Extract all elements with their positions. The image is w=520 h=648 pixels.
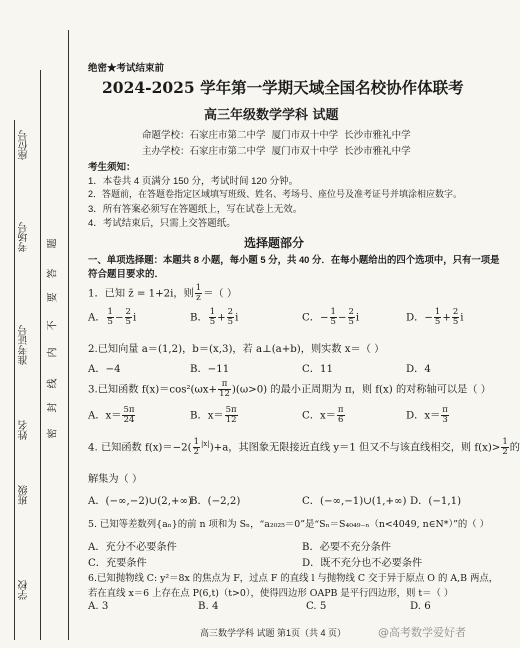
q1-option-a: A． $\frac{1}{5}$ − $\frac{2}{5}$ i bbox=[88, 307, 137, 327]
page-footer: 高三数学学科 试题 第1页（共 4 页） bbox=[200, 628, 347, 638]
q4-line2: 解集为（ ） bbox=[88, 474, 143, 485]
q6-option-d: D. 6 bbox=[410, 601, 431, 612]
q3-option-a: A．x＝ $\frac{5\pi}{24}$ bbox=[88, 405, 135, 425]
proposer-3: 长沙市雅礼中学 bbox=[344, 130, 411, 141]
question-5-stem: 5. 已知等差数列{aₙ}的前 n 项和为 Sₙ，“a₂₀₂₅＝0”是“Sₙ＝S₄₀₄₉₋ₙ（n<4049, n∈N*）”的（ ） bbox=[88, 519, 490, 530]
question-3-stem bbox=[88, 380, 491, 399]
q5-option-c: C．充要条件 bbox=[88, 558, 147, 569]
seat-label: 座位号 bbox=[19, 130, 30, 160]
q4-exponent: |x| bbox=[201, 440, 210, 449]
seal-char-4: 不 bbox=[47, 320, 59, 331]
name-label: 姓名 bbox=[19, 420, 30, 440]
watermark: @高考数学爱好者 bbox=[378, 626, 466, 639]
q5-option-d: D．既不充分也不必要条件 bbox=[302, 558, 423, 569]
proposer-1: 石家庄市第二中学 bbox=[189, 130, 266, 141]
part-heading-line1: 一、单项选择题：本题共 8 小题，每小题 5 分，共 40 分．在每小题给出的四个选项中，只有一项是 bbox=[88, 254, 500, 265]
notice-item-1: 1．本卷共 4 页满分 150 分，考试时间 120 分钟。 bbox=[88, 176, 299, 187]
question-6-line1: 6.已知抛物线 C: y²＝8x 的焦点为 F，过点 F 的直线 l 与抛物线 C 交于异于原点 O 的 A,B 两点， bbox=[88, 573, 499, 584]
q4-option-d: D．(−1,1) bbox=[410, 496, 462, 507]
proposer-row bbox=[142, 127, 411, 141]
q3-option-b: B．x＝ $\frac{5\pi}{12}$ bbox=[190, 405, 237, 425]
binding-line-middle bbox=[40, 70, 41, 640]
q6-option-a: A. 3 bbox=[88, 601, 109, 612]
proposer-label: 命题学校： bbox=[142, 130, 190, 141]
q2-option-d: D．4 bbox=[406, 364, 431, 375]
exam-no-label: 准考证号 bbox=[19, 325, 30, 365]
page-title: 2024-2025 学年第一学期天域全国名校协作体联考 bbox=[102, 78, 464, 97]
confidential-mark: 绝密★考试结束前 bbox=[88, 63, 165, 74]
seal-char-2: 答 bbox=[47, 268, 59, 279]
notice-item-4: 4．考试结束后，只需上交答题纸。 bbox=[88, 218, 236, 229]
q5-option-a: A．充分不必要条件 bbox=[88, 542, 177, 553]
q3-option-d: D．x＝ $\frac{\pi}{3}$ bbox=[406, 405, 448, 425]
host-row bbox=[142, 143, 411, 157]
q1-stem-text: 1．已知 z̄ = 1+2i，则 bbox=[88, 288, 194, 300]
q4-stem-a: 4. 已知函数 f(x)＝−2( bbox=[88, 442, 192, 454]
host-2: 厦门市双十中学 bbox=[271, 146, 339, 157]
question-4-stem bbox=[88, 438, 520, 457]
q4-option-b: B．(−2,2) bbox=[190, 496, 241, 507]
binding-line-inner bbox=[68, 30, 69, 640]
subject-subtitle: 高三年级数学学科 试题 bbox=[204, 108, 339, 123]
seal-char-8: 密 bbox=[47, 428, 59, 439]
school-label: 学校 bbox=[19, 580, 30, 600]
host-3: 长沙市雅礼中学 bbox=[344, 146, 411, 157]
q6-option-b: B. 4 bbox=[198, 601, 219, 612]
q3-pi-fraction: $\frac{\pi}{12}$ bbox=[219, 379, 230, 399]
room-label: 考场号 bbox=[19, 222, 30, 252]
q4-option-c: C．(−∞,−1)∪(1,+∞) bbox=[302, 496, 407, 507]
q3-stem-a: 3.已知函数 f(x)＝cos²(ωx+ bbox=[88, 384, 218, 396]
binding-strip bbox=[0, 0, 70, 648]
part-heading-line2: 符合题目要求的． bbox=[88, 269, 165, 280]
q4-option-a: A．(−∞,−2)∪(2,+∞) bbox=[88, 496, 192, 507]
seal-char-1: 题 bbox=[47, 238, 59, 249]
exam-content bbox=[80, 0, 520, 648]
q1-option-c: C．− $\frac{1}{5}$ − $\frac{2}{5}$ i bbox=[302, 307, 360, 327]
q5-option-b: B．必要不充分条件 bbox=[302, 542, 391, 553]
q2-option-b: B．−11 bbox=[190, 364, 230, 375]
q2-option-a: A．−4 bbox=[88, 364, 121, 375]
notice-item-3: 3．所有答案必须写在答题纸上，写在试卷上无效。 bbox=[88, 204, 303, 215]
notice-item-2: 2．答题前，在答题卷指定区域填写班级、姓名、考场号、座位号及准考证号并填涂相应数字。 bbox=[88, 189, 463, 199]
q1-option-d: D．− $\frac{1}{5}$ + $\frac{2}{5}$ i bbox=[406, 307, 464, 327]
notice-heading: 考生须知： bbox=[88, 162, 136, 173]
q4-stem-b: )+a，其图象无限接近直线 y＝1 但又不与该直线相交，则 f(x)> bbox=[209, 442, 501, 454]
host-label: 主办学校： bbox=[142, 146, 190, 157]
q2-option-c: C．11 bbox=[302, 364, 333, 375]
binding-line-outer bbox=[14, 120, 15, 640]
question-2-stem: 2.已知向量 a＝(1,2)，b＝(x,3)，若 a⊥(a+b)，则实数 x＝（ ） bbox=[88, 344, 385, 355]
q3-option-c: C．x＝ $\frac{\pi}{6}$ bbox=[302, 405, 344, 425]
q6-option-c: C. 5 bbox=[306, 601, 327, 612]
question-1-stem bbox=[88, 284, 237, 303]
seal-char-7: 封 bbox=[47, 402, 59, 413]
seal-char-5: 内 bbox=[47, 347, 59, 358]
q1-stem-end: ＝（ ） bbox=[203, 288, 238, 300]
q3-stem-b: )(ω>0) 的最小正周期为 π，则 f(x) 的对称轴可以是（ ） bbox=[231, 384, 491, 396]
class-label: 班级 bbox=[19, 485, 30, 505]
seal-char-3: 要 bbox=[47, 292, 59, 303]
question-6-line2: 若在直线 x＝6 上存在点 P(6,t)（t>0），使得四边形 OAPB 是平行四边形，则 t＝（ ） bbox=[88, 588, 454, 599]
host-1: 石家庄市第二中学 bbox=[189, 146, 266, 157]
q1-fraction: $\frac{1}{z}$ bbox=[195, 283, 202, 303]
section-title: 选择题部分 bbox=[244, 236, 305, 250]
q4-stem-c: 的 bbox=[509, 442, 520, 454]
q4-base-fraction: $\frac{1}{2}$ bbox=[193, 437, 200, 457]
proposer-2: 厦门市双十中学 bbox=[271, 130, 339, 141]
q1-option-b: B． $\frac{1}{5}$ + $\frac{2}{5}$ i bbox=[190, 307, 239, 327]
q4-rhs-fraction: $\frac{1}{2}$ bbox=[502, 437, 508, 457]
seal-char-6: 线 bbox=[47, 378, 59, 389]
